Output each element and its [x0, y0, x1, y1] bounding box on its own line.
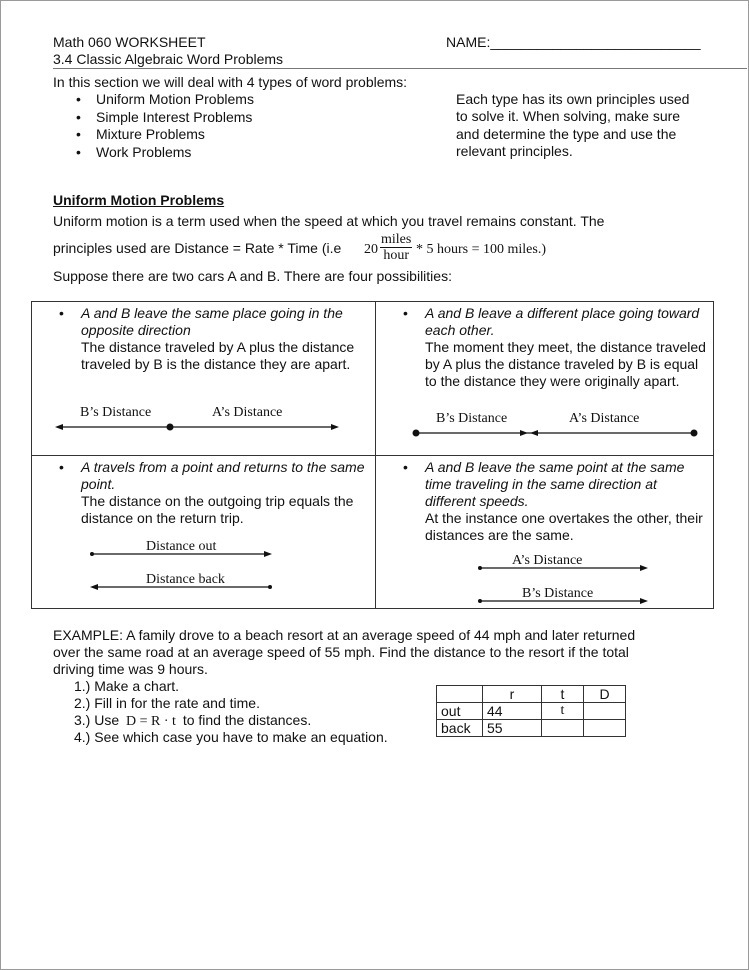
table-cell [437, 686, 483, 703]
header-rule [53, 68, 747, 69]
diagram-label: A’s Distance [212, 405, 283, 420]
types-note: Each type has its own principles used to solve it. When solving, make sure and determine the type and use the relevant principles. [456, 91, 690, 160]
formula-coef: 20 [364, 242, 378, 257]
distance-out-arrow [88, 548, 274, 560]
formula-numerator: miles [381, 232, 412, 247]
case-4 [425, 459, 709, 544]
case-2 [425, 305, 709, 390]
table-row [437, 703, 626, 720]
diagram-label: A’s Distance [569, 411, 640, 426]
cases-grid: • A and B leave the same place going in the opposite direction The distance traveled by A plus the distance traveled by B is the distance they are apart. B’s Distance A’s Distance • A and B leave a different place going toward each other. The moment they meet, the distance traveled by A plus the distance traveled by B is equal to the distance they were originally apart. B’s Distance A’s Distance • A travels from a point and returns to the same point. The distance on the outgoing trip equals the distance on the return trip. Distance out Distance back • A and B leave the same point at the same time traveling in the same direction at different speeds. At the instance one overtakes the other, their distances are the same. A’s Distance B’s Distance [31, 301, 714, 609]
opposite-direction-diagram [52, 420, 342, 434]
example-line-3: driving time was 9 hours. [53, 661, 208, 677]
case-title: A and B leave a different place going toward each other. [425, 305, 700, 338]
case-title: A and B leave the same place going in the opposite direction [81, 305, 343, 338]
toward-each-other-diagram [410, 426, 700, 440]
diagram-label: B’s Distance [522, 586, 594, 601]
diagram-label: B’s Distance [436, 411, 508, 426]
case-title: A and B leave the same point at the same time traveling in the same direction at different speeds. [425, 459, 685, 509]
example-line-1: EXAMPLE: A family drove to a beach resort at an average speed of 44 mph and later returned [53, 627, 636, 643]
table-cell: back [437, 720, 483, 737]
table-cell: t [542, 686, 584, 703]
diagram-label: Distance out [146, 539, 217, 554]
uniform-line-2: principles used are Distance = Rate * Time (i.e [53, 240, 342, 256]
case-1 [81, 305, 369, 373]
case-3 [81, 459, 371, 527]
list-item: 2.) Fill in for the rate and time. [74, 695, 260, 711]
formula-denominator: hour [383, 248, 409, 263]
distance-back-arrow [88, 581, 274, 593]
step-formula: D = R · t [126, 714, 176, 729]
intro-text: In this section we will deal with 4 types of word problems: [53, 74, 408, 90]
section-heading: Uniform Motion Problems [53, 192, 225, 208]
case-body: The moment they meet, the distance traveled by A plus the distance traveled by B is equal to the distance they were originally apart. [425, 339, 706, 389]
list-item: • Work Problems [76, 144, 254, 162]
table-cell: r [483, 686, 542, 703]
table-cell [584, 720, 626, 737]
formula-rest: * 5 hours = 100 miles.) [416, 242, 546, 257]
list-item: 1.) Make a chart. [74, 678, 180, 694]
table-cell: 44 [483, 703, 542, 720]
table-cell: D [584, 686, 626, 703]
b-distance-arrow [476, 595, 650, 607]
diagram-label: A’s Distance [512, 553, 583, 568]
uniform-line-1: Uniform motion is a term used when the speed at which you travel remains constant. The [53, 213, 605, 229]
list-item: • Mixture Problems [76, 126, 254, 144]
case-body: The distance on the outgoing trip equals the distance on the return trip. [81, 493, 354, 526]
course-title: Math 060 WORKSHEET [53, 34, 206, 50]
steps-list [74, 678, 388, 746]
list-item: • Uniform Motion Problems [76, 91, 254, 109]
table-cell [584, 703, 626, 720]
a-distance-arrow [476, 562, 650, 574]
case-body: At the instance one overtakes the other, their distances are the same. [425, 510, 703, 543]
table-row [437, 720, 626, 737]
table-cell: t [542, 703, 584, 720]
list-item: • Simple Interest Problems [76, 109, 254, 127]
list-item: 3.) Use D = R · t to find the distances. [74, 712, 312, 729]
case-title: A travels from a point and returns to the same point. [81, 459, 365, 492]
section-title: 3.4 Classic Algebraic Word Problems [53, 51, 284, 67]
table-cell [542, 720, 584, 737]
diagram-label: Distance back [146, 572, 225, 587]
problem-types-list [76, 91, 254, 161]
formula-fraction [380, 232, 412, 263]
list-item: 4.) See which case you have to make an equation. [74, 729, 388, 745]
example-line-2: over the same road at an average speed of 55 mph. Find the distance to the resort if the total [53, 644, 629, 660]
table-row [437, 686, 626, 703]
case-body: The distance traveled by A plus the distance traveled by B is the distance they are apart. [81, 339, 355, 372]
diagram-label: B’s Distance [80, 405, 152, 420]
table-cell: out [437, 703, 483, 720]
rate-time-chart [436, 685, 626, 737]
table-cell: 55 [483, 720, 542, 737]
uniform-line-3: Suppose there are two cars A and B. There are four possibilities: [53, 268, 452, 284]
name-field: NAME:___________________________ [446, 34, 701, 50]
